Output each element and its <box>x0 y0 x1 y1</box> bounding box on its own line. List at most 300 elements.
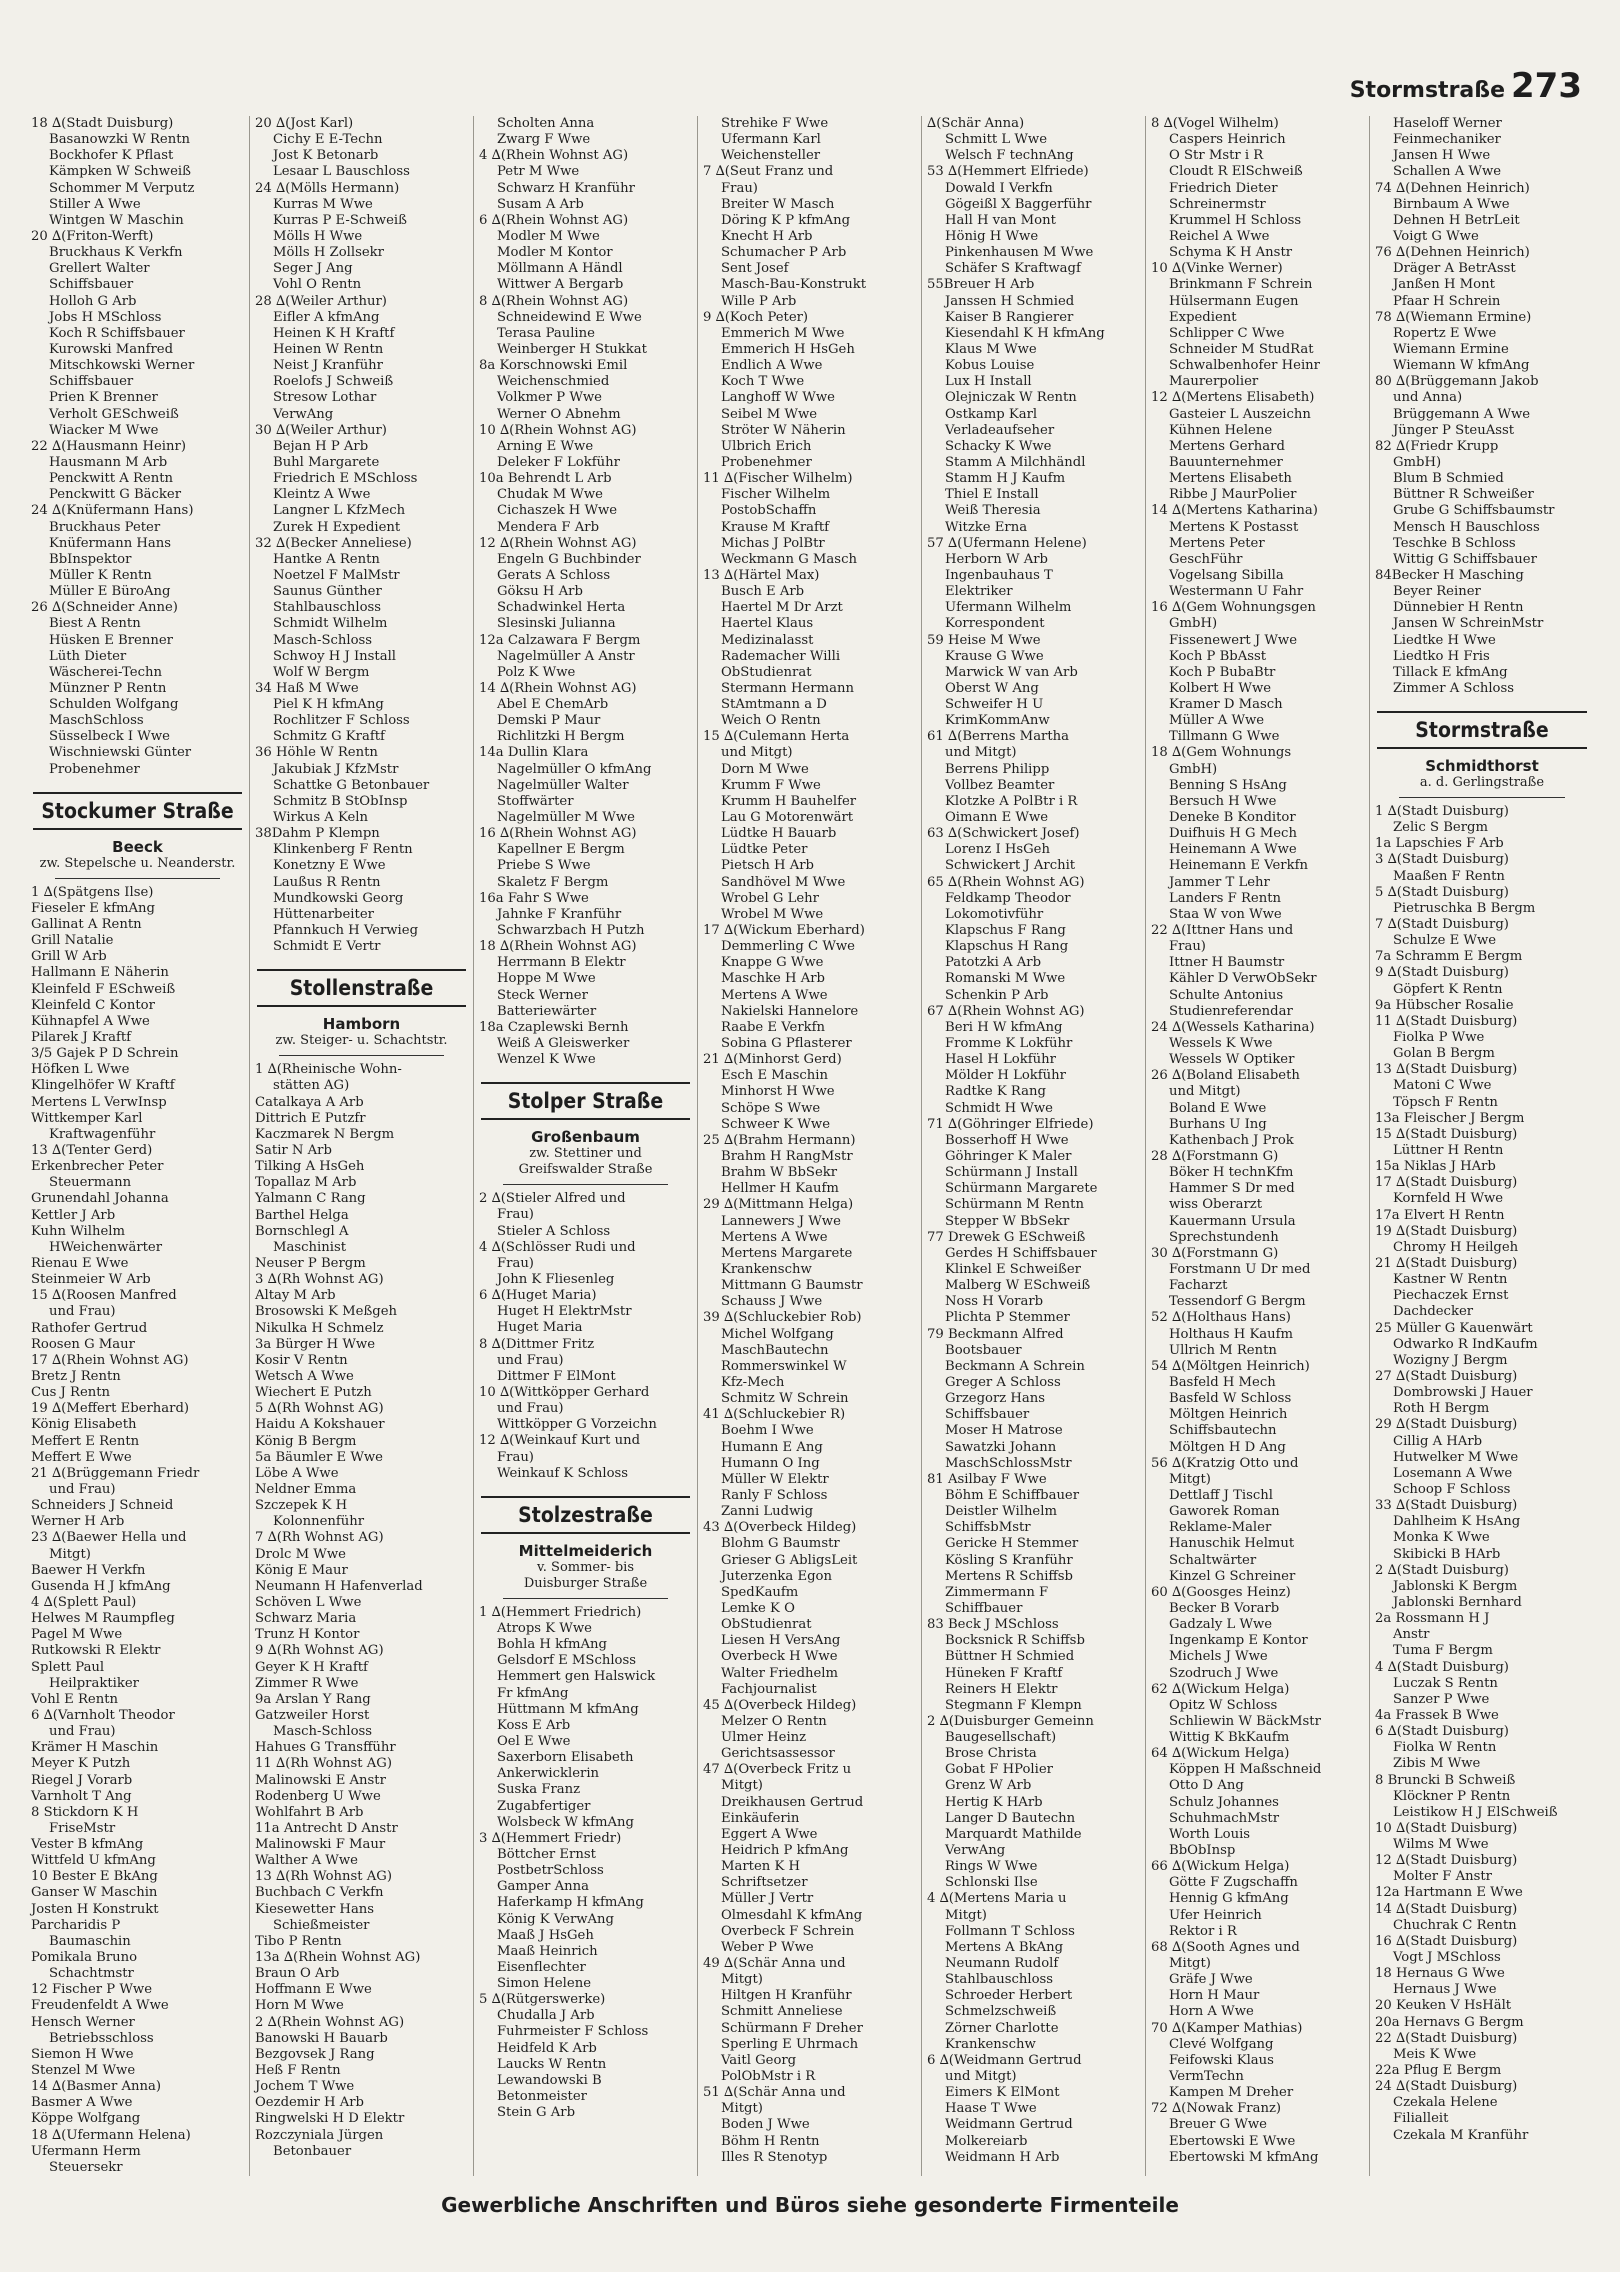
resident-entry: Brahm W BbSekr <box>721 1165 838 1181</box>
resident-entry: Schulden Wolfgang <box>49 697 179 713</box>
resident-entry: Nagelmüller O kfmAng <box>497 761 652 777</box>
resident-entry: Probenehmer <box>49 761 140 777</box>
resident-entry: Betonmeister <box>497 2089 587 2105</box>
resident-entry: Bohla H kfmAng <box>497 1637 607 1653</box>
resident-entry: Follmann T Schloss <box>945 1923 1075 1939</box>
house-entry: Topallaz M Arb <box>255 1175 357 1191</box>
house-entry: Rutkowski R Elektr <box>31 1643 161 1659</box>
resident-entry: Radtke K Rang <box>945 1084 1046 1100</box>
resident-entry: Weiß A Gleiswerker <box>497 1036 630 1052</box>
house-entry: 2 ∆(Rhein Wohnst AG) <box>255 2014 405 2030</box>
section-divider <box>55 878 220 879</box>
resident-entry: Staa W von Wwe <box>1169 906 1282 922</box>
house-entry: 4 ∆(Mertens Maria u <box>927 1891 1067 1907</box>
resident-entry: Maaß Heinrich <box>497 1943 598 1959</box>
resident-entry: VermTechn <box>1169 2069 1244 2085</box>
resident-entry: Mitgt) <box>945 1907 987 1923</box>
resident-entry: Weber P Wwe <box>721 1939 814 1955</box>
house-entry: Jochem T Wwe <box>255 2079 355 2095</box>
column-6 <box>1146 116 1370 2176</box>
resident-entry: Worth Louis <box>1169 1826 1251 1842</box>
house-entry: 11 ∆(Fischer Wilhelm) <box>703 471 853 487</box>
resident-entry: Schiffsbauer <box>945 1407 1030 1423</box>
house-entry: Fieseler E kfmAng <box>31 900 155 916</box>
house-entry: Köppe Wolfgang <box>31 2111 141 2127</box>
resident-entry: Schiffbauer <box>945 1600 1023 1616</box>
resident-entry: Cillig A HArb <box>1393 1433 1483 1449</box>
resident-entry: Feinmechaniker <box>1393 132 1501 148</box>
resident-entry: Wittwer A Bergarb <box>497 277 624 293</box>
house-entry: 29 ∆(Stadt Duisburg) <box>1375 1417 1518 1433</box>
house-entry: König E Maur <box>255 1562 348 1578</box>
house-entry: 10 ∆(Wittköpper Gerhard <box>479 1384 650 1400</box>
resident-entry: Eimers K ElMont <box>945 2085 1060 2101</box>
house-entry: 17 ∆(Stadt Duisburg) <box>1375 1175 1518 1191</box>
resident-entry: Haertel Klaus <box>721 616 814 632</box>
house-entry: 21 ∆(Minhorst Gerd) <box>703 1052 842 1068</box>
resident-entry: Olmesdahl K kfmAng <box>721 1907 863 1923</box>
resident-entry: Demmerling C Wwe <box>721 939 855 955</box>
resident-entry: Demski P Maur <box>497 713 601 729</box>
house-entry: 18a Czaplewski Bernh <box>479 1019 629 1035</box>
resident-entry: Dreikhausen Gertrud <box>721 1794 864 1810</box>
resident-entry: Hennig G kfmAng <box>1169 1891 1289 1907</box>
resident-entry: Wittig G Schiffsbauer <box>1393 551 1537 567</box>
resident-entry: Ingenbauhaus T <box>945 567 1053 583</box>
resident-entry: MaschSchlossMstr <box>945 1455 1072 1471</box>
resident-entry: Heidfeld K Arb <box>497 2040 597 2056</box>
resident-entry: Susam A Arb <box>497 196 584 212</box>
resident-entry: Mundkowski Georg <box>273 890 404 906</box>
resident-entry: Schmidt Wilhelm <box>273 616 388 632</box>
resident-entry: Schöpe S Wwe <box>721 1100 821 1116</box>
house-entry: 14 ∆(Mertens Katharina) <box>1151 503 1318 519</box>
house-entry: 47 ∆(Overbeck Fritz u <box>703 1762 852 1778</box>
house-entry: Grunendahl Johanna <box>31 1191 169 1207</box>
resident-entry: Janßen H Mont <box>1393 277 1495 293</box>
house-entry: Schöven L Wwe <box>255 1594 362 1610</box>
resident-entry: Dettlaff J Tischl <box>1169 1487 1273 1503</box>
house-entry: 12a Hartmann E Wwe <box>1375 1885 1523 1901</box>
resident-entry: Moser H Matrose <box>945 1423 1063 1439</box>
resident-entry: Oel E Wwe <box>497 1733 571 1749</box>
resident-entry: Lewandowski B <box>497 2072 602 2088</box>
resident-entry: BbInspektor <box>49 551 132 567</box>
resident-entry: Lux H Install <box>945 374 1032 390</box>
resident-entry: Maaß J HsGeh <box>497 1927 594 1943</box>
resident-entry: Birnbaum A Wwe <box>1393 196 1510 212</box>
resident-entry: Gamper Anna <box>497 1879 590 1895</box>
resident-entry: Matoni C Wwe <box>1393 1078 1492 1094</box>
resident-entry: Rochlitzer F Schloss <box>273 713 410 729</box>
house-entry: Oezdemir H Arb <box>255 2095 364 2111</box>
house-entry: Szczepek K H <box>255 1498 348 1514</box>
resident-entry: Mitgt) <box>721 2101 763 2117</box>
house-entry: 62 ∆(Wickum Helga) <box>1151 1681 1290 1697</box>
resident-entry: Hantke A Rentn <box>273 551 380 567</box>
resident-entry: Hüsken E Brenner <box>49 632 173 648</box>
resident-entry: Jakubiak J KfzMstr <box>273 761 399 777</box>
resident-entry: Steck Werner <box>497 987 588 1003</box>
resident-entry: Mölls H Zollsekr <box>273 245 384 261</box>
resident-entry: Rektor i R <box>1169 1923 1237 1939</box>
resident-entry: Vogelsang Sibilla <box>1169 567 1284 583</box>
resident-entry: Witzke Erna <box>945 519 1028 535</box>
resident-entry: Koch R Schiffsbauer <box>49 325 185 341</box>
directory-columns <box>26 116 1594 2175</box>
resident-entry: Böhm H Rentn <box>721 2133 820 2149</box>
house-entry: Dittrich E Putzfr <box>255 1110 366 1126</box>
resident-entry: Mensch H Bauschloss <box>1393 519 1540 535</box>
resident-entry: Möltgen Heinrich <box>1169 1407 1288 1423</box>
resident-entry: Pfaar H Schrein <box>1393 293 1501 309</box>
house-entry: Mertens L VerwInsp <box>31 1094 167 1110</box>
resident-entry: Liedtko H Fris <box>1393 648 1490 664</box>
resident-entry: Hutwelker M Wwe <box>1393 1449 1519 1465</box>
resident-entry: Mölls H Wwe <box>273 228 363 244</box>
resident-entry: Beckmann A Schrein <box>945 1358 1085 1374</box>
resident-entry: Müller A Wwe <box>1169 713 1265 729</box>
resident-entry: Vohl O Rentn <box>273 277 362 293</box>
resident-entry: Lüth Dieter <box>49 648 127 664</box>
house-entry: 21 ∆(Stadt Duisburg) <box>1375 1256 1518 1271</box>
resident-entry: Kinzel G Schreiner <box>1169 1568 1296 1584</box>
street-heading: Stollenstraße <box>257 969 466 1007</box>
resident-entry: Ufermann Karl <box>721 132 821 148</box>
resident-entry: Reiners H Elektr <box>945 1681 1058 1697</box>
resident-entry: Heilpraktiker <box>49 1675 139 1691</box>
house-entry: 34 Haß M Wwe <box>255 680 359 696</box>
resident-entry: Lemke K O <box>721 1600 795 1616</box>
resident-entry: Müller K Rentn <box>49 567 152 583</box>
resident-entry: Cichy E E-Techn <box>273 132 383 148</box>
resident-entry: Göpfert K Rentn <box>1393 981 1503 997</box>
resident-entry: Langhoff W Wwe <box>721 390 835 406</box>
house-entry: 4 ∆(Rhein Wohnst AG) <box>479 148 629 164</box>
resident-entry: Eifler A kfmAng <box>273 309 380 325</box>
district-name: Schmidthorst <box>1425 757 1539 776</box>
house-entry: 3/5 Gajek P D Schrein <box>31 1046 179 1062</box>
resident-entry: Jablonski K Bergm <box>1393 1578 1518 1594</box>
resident-entry: Stresow Lothar <box>273 390 377 406</box>
resident-entry: Fischer Wilhelm <box>721 487 831 503</box>
resident-entry: GmbH) <box>1169 761 1218 777</box>
house-entry: Neuser P Bergm <box>255 1256 366 1271</box>
resident-entry: Michas J PolBtr <box>721 535 825 551</box>
resident-entry: Facharzt <box>1169 1278 1228 1294</box>
house-entry: 3 ∆(Stadt Duisburg) <box>1375 852 1509 868</box>
resident-entry: Stieler A Schloss <box>497 1223 611 1239</box>
resident-entry: Reklame-Maler <box>1169 1520 1272 1536</box>
resident-entry: Lau G Motorenwärt <box>721 810 854 826</box>
resident-entry: Cloudt R ElSchweiß <box>1169 164 1303 180</box>
resident-entry: Marten K H <box>721 1859 801 1875</box>
house-entry: 27 ∆(Stadt Duisburg) <box>1375 1368 1518 1384</box>
house-entry: Kleinfeld F ESchweiß <box>31 981 176 997</box>
house-entry: Kettler J Arb <box>31 1207 116 1223</box>
resident-entry: Blohm G Baumstr <box>721 1536 840 1552</box>
house-entry: 5 ∆(Rh Wohnst AG) <box>255 1401 384 1417</box>
house-entry: 24 ∆(Knüfermann Hans) <box>31 503 194 519</box>
resident-entry: und Frau) <box>49 1724 116 1740</box>
resident-entry: Knappe G Wwe <box>721 955 824 971</box>
resident-entry: Maurerpolier <box>1169 374 1259 390</box>
house-entry: 2 ∆(Stieler Alfred und <box>479 1191 626 1207</box>
resident-entry: Boden J Wwe <box>721 2117 810 2133</box>
resident-entry: Horn H Maur <box>1169 1988 1260 2004</box>
house-entry: 70 ∆(Kamper Mathias) <box>1151 2020 1303 2036</box>
resident-entry: Stahlbauschloss <box>273 600 382 616</box>
resident-entry: Mertens Peter <box>1169 535 1265 551</box>
resident-entry: Herborn W Arb <box>945 551 1048 567</box>
house-entry: 53 ∆(Hemmert Elfriede) <box>927 164 1089 180</box>
house-entry: Siemon H Wwe <box>31 2046 134 2062</box>
house-entry: 41 ∆(Schluckebier R) <box>703 1407 846 1423</box>
resident-entry: Kiesendahl K H kfmAng <box>945 325 1105 341</box>
house-entry: Löbe A Wwe <box>255 1465 339 1481</box>
resident-entry: Mertens R Schiffsb <box>945 1568 1073 1584</box>
house-entry: Ringwelski H D Elektr <box>255 2111 405 2127</box>
resident-entry: Volkmer P Wwe <box>497 390 602 406</box>
resident-entry: Mölder H Lokführ <box>945 1068 1066 1084</box>
house-entry: 43 ∆(Overbeck Hildeg) <box>703 1520 857 1536</box>
house-entry: 8 Bruncki B Schweiß <box>1375 1772 1516 1788</box>
house-entry: 15 ∆(Culemann Herta <box>703 729 850 745</box>
house-entry: Basmer A Wwe <box>31 2095 133 2111</box>
resident-entry: Teschke B Schloss <box>1393 535 1516 551</box>
house-entry: Hoffmann E Wwe <box>255 1982 372 1998</box>
resident-entry: Batteriewärter <box>497 1003 597 1019</box>
resident-entry: Cichaszek H Wwe <box>497 503 618 519</box>
resident-entry: Grzegorz Hans <box>945 1391 1046 1407</box>
resident-entry: Schweifer H U <box>945 697 1044 713</box>
resident-entry: Boehm I Wwe <box>721 1423 814 1439</box>
resident-entry: Verholt GESchweiß <box>49 406 179 422</box>
resident-entry: Pietsch H Arb <box>721 858 814 874</box>
resident-entry: Seibel M Wwe <box>721 406 818 422</box>
resident-entry: Stermann Hermann <box>721 680 854 696</box>
resident-entry: Polz K Wwe <box>497 664 576 680</box>
resident-entry: Bruckhaus K Verkfn <box>49 245 183 261</box>
resident-entry: Fromme K Lokführ <box>945 1036 1073 1052</box>
resident-entry: Gögeißl X Baggerführ <box>945 196 1092 212</box>
resident-entry: Fachjournalist <box>721 1681 817 1697</box>
resident-entry: Klinkel E Schweißer <box>945 1261 1081 1277</box>
resident-entry: PostobSchaffn <box>721 503 817 519</box>
house-entry: 60 ∆(Goosges Heinz) <box>1151 1584 1291 1600</box>
house-entry: 13 ∆(Rh Wohnst AG) <box>255 1869 392 1885</box>
resident-entry: Basfeld W Schloss <box>1169 1391 1292 1407</box>
resident-entry: Jansen W SchreinMstr <box>1393 616 1544 632</box>
resident-entry: Duifhuis H G Mech <box>1169 826 1297 842</box>
resident-entry: Otto D Ang <box>1169 1778 1244 1794</box>
resident-entry: Wittig K BkKaufm <box>1169 1730 1290 1746</box>
house-entry: 19 ∆(Meffert Eberhard) <box>31 1401 190 1417</box>
house-entry: 24 ∆(Mölls Hermann) <box>255 180 400 196</box>
resident-entry: Mertens A Wwe <box>721 987 828 1003</box>
resident-entry: Kurras M Wwe <box>273 196 373 212</box>
resident-entry: Luczak S Rentn <box>1393 1675 1498 1691</box>
resident-entry: Büttner H Schmied <box>945 1649 1075 1665</box>
resident-entry: Berrens Philipp <box>945 761 1050 777</box>
house-entry: Braun O Arb <box>255 1966 340 1982</box>
resident-entry: Schattke G Betonbauer <box>273 777 430 793</box>
street-range: Duisburger Straße <box>523 1575 648 1591</box>
resident-entry: Laucks W Rentn <box>497 2056 607 2072</box>
column-7 <box>1370 116 1594 2176</box>
resident-entry: Beyer Reiner <box>1393 584 1481 600</box>
resident-entry: Mittmann G Baumstr <box>721 1278 863 1294</box>
resident-entry: Schmitz G Kraftf <box>273 729 385 745</box>
resident-entry: Gerats A Schloss <box>497 567 611 583</box>
house-entry: 76 ∆(Dehnen Heinrich) <box>1375 245 1530 261</box>
resident-entry: Weiß Theresia <box>945 503 1041 519</box>
house-entry: 13a Fleischer J Bergm <box>1375 1110 1525 1126</box>
resident-entry: Buhl Margarete <box>273 454 380 470</box>
resident-entry: Tuma F Bergm <box>1393 1643 1493 1659</box>
resident-entry: Schürmann M Rentn <box>945 1197 1084 1213</box>
resident-entry: Schmidt E Vertr <box>273 939 381 955</box>
resident-entry: Hellmer H Kaufm <box>721 1181 839 1197</box>
resident-entry: Scholten Anna <box>497 116 595 131</box>
resident-entry: Seger J Ang <box>273 261 353 277</box>
house-entry: Kosir V Rentn <box>255 1352 348 1368</box>
resident-entry: Klaus M Wwe <box>945 341 1037 357</box>
resident-entry: Wille P Arb <box>721 293 797 309</box>
resident-entry: Elektriker <box>945 584 1013 600</box>
resident-entry: Schlonski Ilse <box>945 1875 1038 1891</box>
house-entry: 8 Stickdorn K H <box>31 1804 139 1820</box>
house-entry: Josten H Konstrukt <box>31 1901 159 1917</box>
resident-entry: Schumacher P Arb <box>721 245 847 261</box>
house-entry: 4 ∆(Schlösser Rudi und <box>479 1239 636 1255</box>
house-entry: Wittkemper Karl <box>31 1110 143 1126</box>
house-entry: Rienau E Wwe <box>31 1256 129 1271</box>
resident-entry: Kämpken W Schweiß <box>49 164 191 180</box>
resident-entry: Hammer S Dr med <box>1169 1181 1295 1197</box>
resident-entry: Brinkmann F Schrein <box>1169 277 1313 293</box>
house-entry: Buchbach C Verkfn <box>255 1885 384 1901</box>
resident-entry: Bocksnick R Schiffsb <box>945 1633 1085 1649</box>
resident-entry: Tillack E kfmAng <box>1393 664 1508 680</box>
resident-entry: Gasteier L Auszeichn <box>1169 406 1311 422</box>
resident-entry: Laußus R Rentn <box>273 874 381 890</box>
resident-entry: Kobus Louise <box>945 358 1035 374</box>
resident-entry: Ropertz E Wwe <box>1393 325 1497 341</box>
house-entry: 66 ∆(Wickum Helga) <box>1151 1859 1290 1875</box>
resident-entry: Liedtke H Wwe <box>1393 632 1496 648</box>
resident-entry: Chuchrak C Rentn <box>1393 1917 1517 1933</box>
resident-entry: GmbH) <box>1169 616 1218 632</box>
resident-entry: Töpsch F Rentn <box>1393 1094 1498 1110</box>
resident-entry: Korrespondent <box>945 616 1045 632</box>
house-entry: Tibo P Rentn <box>255 1933 342 1949</box>
resident-entry: Kösling S Kranführ <box>945 1552 1073 1568</box>
resident-entry: und Frau) <box>49 1304 116 1320</box>
resident-entry: Golan B Bergm <box>1393 1046 1495 1062</box>
resident-entry: Emmerich H HsGeh <box>721 341 855 357</box>
house-entry: 3 ∆(Hemmert Friedr) <box>479 1830 622 1846</box>
house-entry: 17a Elvert H Rentn <box>1375 1207 1505 1223</box>
resident-entry: Schneidewind E Wwe <box>497 309 642 325</box>
resident-entry: Stamm H J Kaufm <box>945 471 1066 487</box>
house-entry: 5 ∆(Rütgerswerke) <box>479 1992 606 2008</box>
resident-entry: Hüneken F Kraftf <box>945 1665 1063 1681</box>
resident-entry: VerwAng <box>273 406 334 422</box>
resident-entry: Sprechstundenh <box>1169 1229 1279 1245</box>
street-heading: Stormstraße <box>1377 711 1587 749</box>
house-entry: 2 ∆(Stadt Duisburg) <box>1375 1562 1509 1578</box>
resident-entry: Ebertowski E Wwe <box>1169 2133 1296 2149</box>
resident-entry: Ankerwicklerin <box>497 1766 600 1782</box>
resident-entry: Schmitz W Schrein <box>721 1391 849 1407</box>
resident-entry: Frau) <box>721 180 758 196</box>
house-entry: 4 ∆(Splett Paul) <box>31 1594 137 1610</box>
resident-entry: StAmtmann a D <box>721 697 827 713</box>
resident-entry: Ulbrich Erich <box>721 438 812 454</box>
resident-entry: Krankenschw <box>721 1261 812 1277</box>
house-entry: 68 ∆(Sooth Agnes und <box>1151 1939 1300 1955</box>
resident-entry: Döring K P kfmAng <box>721 212 851 228</box>
district-name: Hamborn <box>322 1015 401 1034</box>
house-entry: 6 ∆(Rhein Wohnst AG) <box>479 212 629 228</box>
resident-entry: ObStudienrat <box>721 1617 812 1633</box>
resident-entry: Schneider M StudRat <box>1169 341 1314 357</box>
resident-entry: Wirkus A Keln <box>273 810 369 826</box>
resident-entry: Bauunternehmer <box>1169 454 1283 470</box>
resident-entry: SchiffsbMstr <box>945 1520 1031 1536</box>
resident-entry: Schäfer S Kraftwagf <box>945 261 1081 277</box>
resident-entry: Mertens K Postasst <box>1169 519 1299 535</box>
resident-entry: Piechaczek Ernst <box>1393 1288 1509 1304</box>
house-entry: 9 ∆(Koch Peter) <box>703 309 809 325</box>
resident-entry: HWeichenwärter <box>49 1239 163 1255</box>
resident-entry: Frau) <box>1169 939 1206 955</box>
section-divider <box>1399 797 1565 798</box>
house-entry: 7 ∆(Stadt Duisburg) <box>1375 917 1509 933</box>
resident-entry: Klapschus H Rang <box>945 939 1069 955</box>
house-entry: Haidu A Kokshauer <box>255 1417 385 1433</box>
resident-entry: Mitgt) <box>1169 1956 1211 1972</box>
resident-entry: Kauermann Ursula <box>1169 1213 1296 1229</box>
house-entry: 11 ∆(Stadt Duisburg) <box>1375 1013 1518 1029</box>
house-entry: Tilking A HsGeh <box>255 1159 365 1175</box>
house-entry: 9a Arslan Y Rang <box>255 1691 371 1707</box>
resident-entry: Reichel A Wwe <box>1169 228 1270 244</box>
house-entry: 83 Beck J MSchloss <box>927 1617 1059 1633</box>
resident-entry: Neist J Kranführ <box>273 358 383 374</box>
resident-entry: Schaltwärter <box>1169 1552 1257 1568</box>
resident-entry: VerwAng <box>945 1843 1006 1859</box>
resident-entry: Müller J Vertr <box>721 1891 814 1907</box>
house-entry: Walther A Wwe <box>255 1853 358 1869</box>
house-entry: Pagel M Wwe <box>31 1627 123 1643</box>
house-entry: Schwarz Maria <box>255 1611 357 1627</box>
resident-entry: Holthaus H Kaufm <box>1169 1326 1294 1342</box>
house-entry: 12 ∆(Stadt Duisburg) <box>1375 1853 1518 1869</box>
house-entry: 3 ∆(Rh Wohnst AG) <box>255 1272 384 1288</box>
resident-entry: Monka K Wwe <box>1393 1530 1490 1546</box>
resident-entry: Raabe E Verkfn <box>721 1019 825 1035</box>
resident-entry: Lesaar L Bauschloss <box>273 164 410 180</box>
resident-entry: Beri H W kfmAng <box>945 1019 1063 1035</box>
resident-entry: Studienreferendar <box>1169 1003 1293 1019</box>
resident-entry: Kaiser B Rangierer <box>945 309 1074 325</box>
house-entry: Zimmer R Wwe <box>255 1675 359 1691</box>
house-entry: 29 ∆(Mittmann Helga) <box>703 1197 854 1213</box>
house-entry: 1 ∆(Spätgens Ilse) <box>31 884 154 900</box>
section-divider <box>279 1055 444 1056</box>
